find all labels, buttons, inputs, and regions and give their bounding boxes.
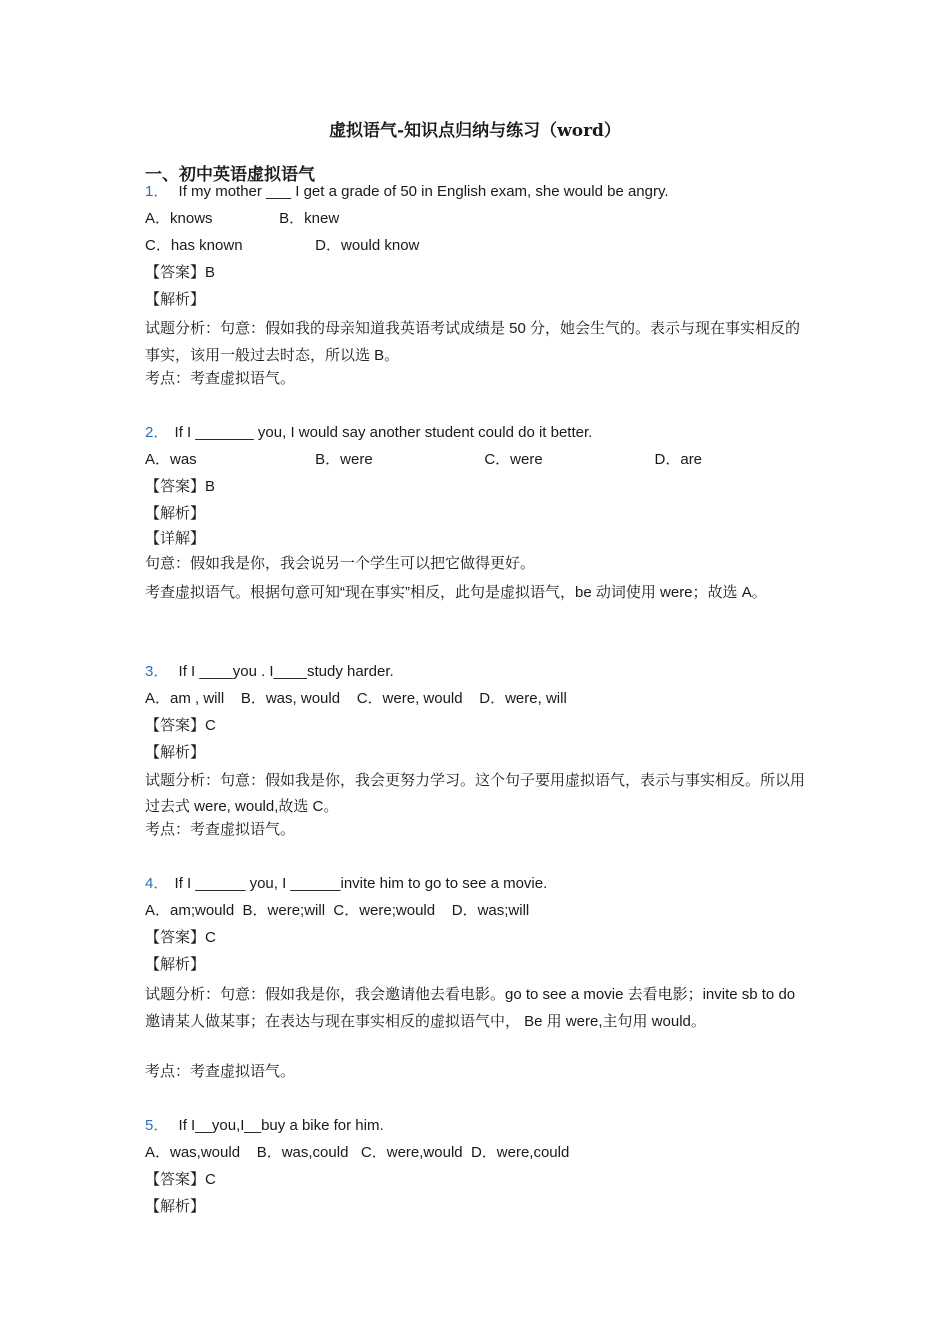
question-text: If my mother ___ I get a grade of 50 in English exam, she would be angry. — [178, 183, 669, 200]
question-4-point: 考点：考查虚拟语气。 — [145, 1063, 296, 1080]
question-1-analysis: 试题分析：句意：假如我的母亲知道我英语考试成绩是 50 分，她会生气的。表示与现在事实相反的事实，该用一般过去时态，所以选 B。 — [145, 320, 801, 364]
question-4-analysis: 试题分析：句意：假如我是你，我会邀请他去看电影。go to see a movie 去看电影；invite sb to do 邀请某人做某事；在表达与现在事实相反的虚拟语气中， Be 用 were,主句用 would。 — [145, 986, 796, 1030]
question-2-stem — [145, 423, 805, 443]
question-5-stem — [145, 1116, 805, 1136]
option-b: B．knew — [279, 210, 340, 227]
option-b: B．were — [315, 451, 373, 468]
option-a: A．was — [145, 451, 197, 468]
question-1-options-row-2 — [145, 236, 805, 256]
document-title: 虚拟语气-知识点归纳与练习（word） — [329, 121, 621, 141]
question-3-point: 考点：考查虚拟语气。 — [145, 821, 296, 838]
question-4-stem — [145, 874, 805, 894]
question-5-analysis-label: 【解析】 — [145, 1198, 206, 1215]
question-1-analysis-label: 【解析】 — [145, 291, 206, 308]
option-c: C．has known — [145, 237, 243, 254]
question-1-point: 考点：考查虚拟语气。 — [145, 370, 296, 387]
question-3-analysis-label: 【解析】 — [145, 744, 206, 761]
question-5-answer: 【答案】C — [145, 1171, 216, 1188]
question-2-detail-label: 【详解】 — [145, 530, 206, 547]
option-d: D．would know — [315, 237, 420, 254]
question-2-options — [145, 450, 805, 470]
question-text: If I ______ you, I ______invite him to go to see a movie. — [174, 875, 548, 892]
question-number: 4 ． — [145, 875, 168, 892]
question-number: 1 ． — [145, 183, 168, 200]
option-c: C．were — [484, 451, 543, 468]
question-3-stem — [145, 662, 805, 682]
question-1-options-row-1 — [145, 209, 805, 229]
question-4-answer: 【答案】C — [145, 929, 216, 946]
question-1-stem — [145, 182, 805, 202]
question-text: If I__you,I__buy a bike for him. — [178, 1117, 384, 1134]
option-a: A．knows — [145, 210, 213, 227]
question-number: 2 ． — [145, 424, 168, 441]
question-number: 5 ． — [145, 1117, 168, 1134]
question-3-answer: 【答案】C — [145, 717, 216, 734]
question-2-answer: 【答案】B — [145, 478, 216, 495]
question-2-analysis-label: 【解析】 — [145, 505, 206, 522]
question-4-options: A．am;would B．were;will C．were;would D．was;will — [145, 902, 530, 919]
question-2-detail-explanation: 考查虚拟语气。根据句意可知“现在事实”相反，此句是虚拟语气，be 动词使用 were；故选 A。 — [145, 584, 767, 601]
question-1-answer: 【答案】B — [145, 264, 216, 281]
option-d: D．are — [654, 451, 703, 468]
question-number: 3 ． — [145, 663, 168, 680]
question-3-options: A．am , will B．was, would C．were, would D．were, will — [145, 690, 567, 707]
question-text: If I _______ you, I would say another student could do it better. — [174, 424, 593, 441]
question-4-analysis-label: 【解析】 — [145, 956, 206, 973]
question-3-analysis: 试题分析：句意：假如我是你，我会更努力学习。这个句子要用虚拟语气，表示与事实相反。所以用过去式 were, would,故选 C。 — [145, 772, 806, 815]
question-text: If I ____you . I____study harder. — [178, 663, 394, 680]
question-5-options: A．was,would B．was,could C．were,would D．were,could — [145, 1144, 570, 1161]
question-2-detail-translation: 句意：假如我是你，我会说另一个学生可以把它做得更好。 — [145, 555, 536, 572]
section-heading: 一、初中英语虚拟语气 — [145, 165, 315, 184]
